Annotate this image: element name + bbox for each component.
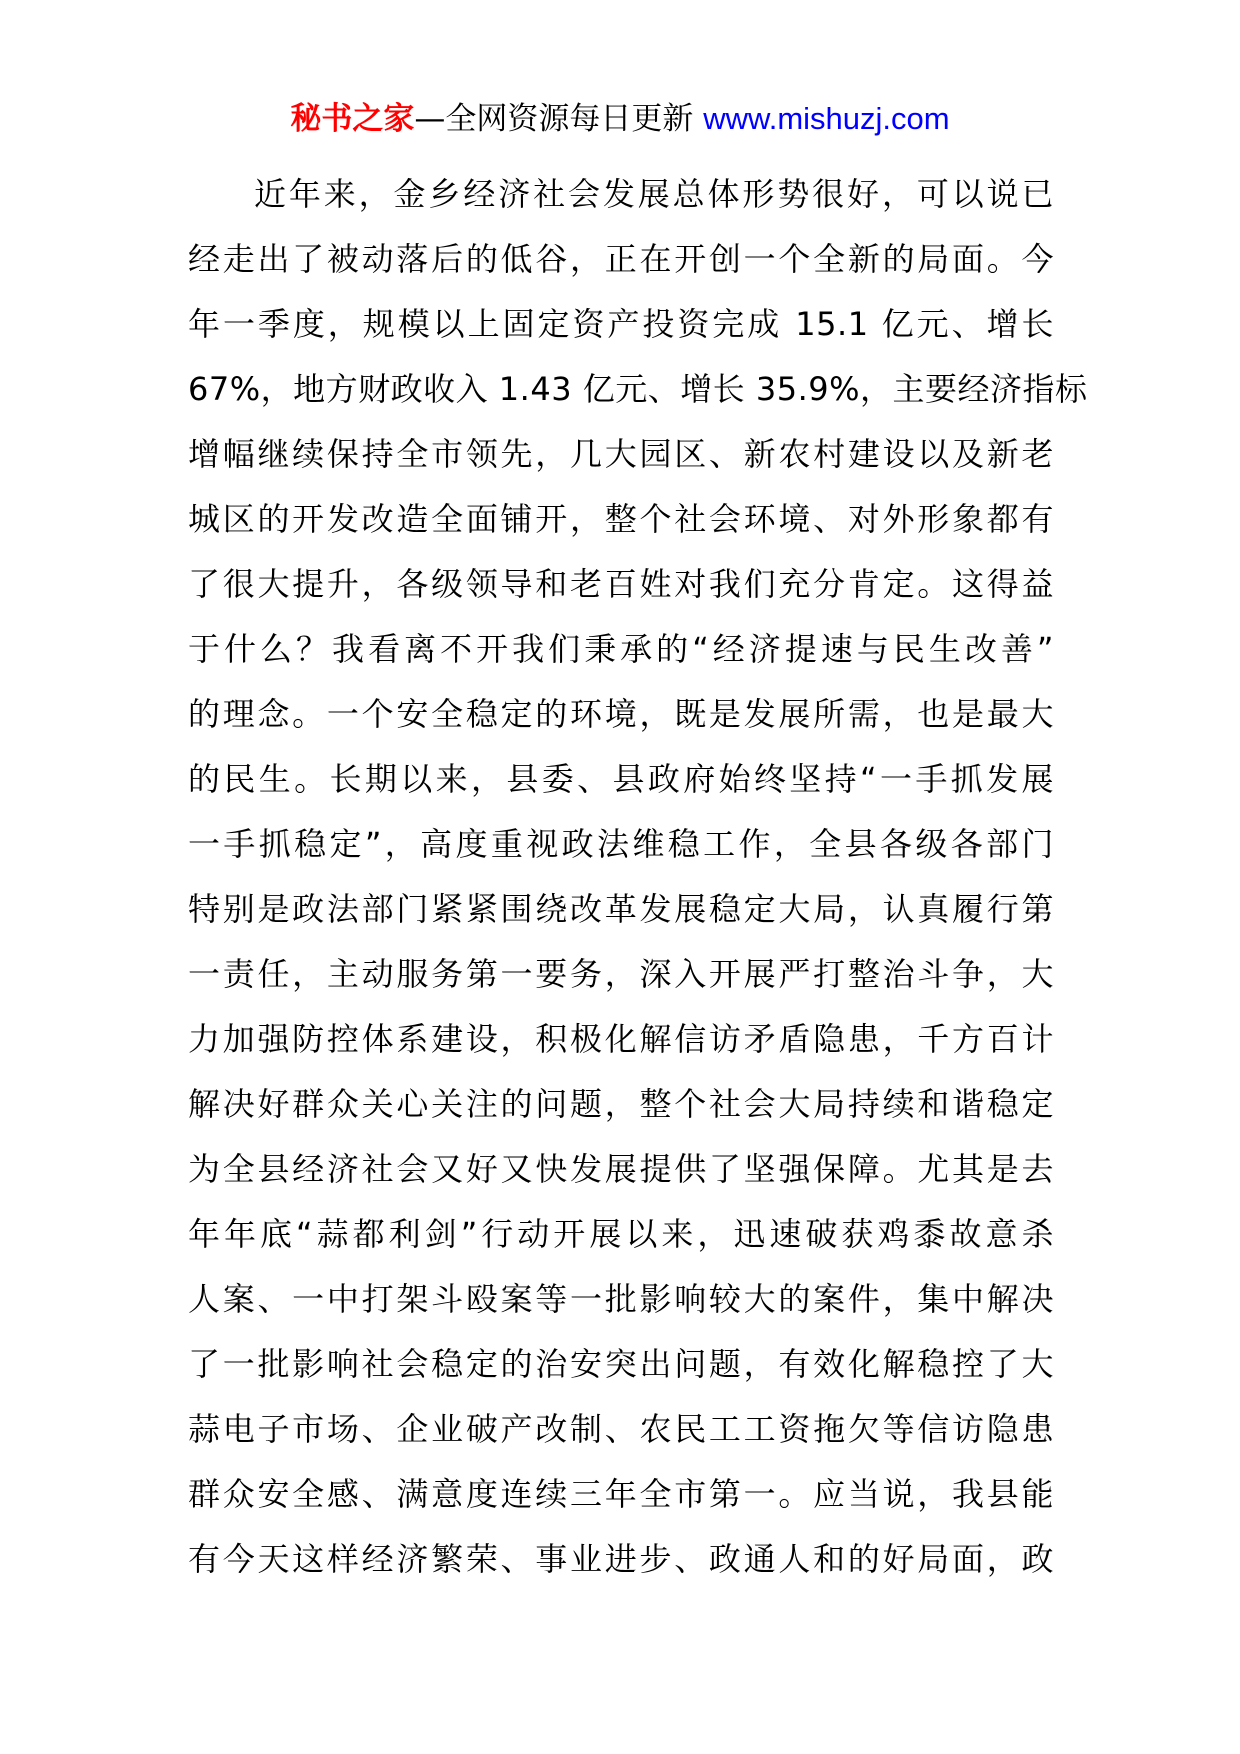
paragraph-line: 的理念。一个安全稳定的环境，既是发展所需，也是最大 [188,695,1054,733]
paragraph-line: 城区的开发改造全面铺开，整个社会环境、对外形象都有 [188,500,1054,538]
paragraph-line: 于什么？我看离不开我们秉承的“经济提速与民生改善” [188,630,1054,668]
paragraph-line: 力加强防控体系建设，积极化解信访矛盾隐患，千方百计 [188,1020,1054,1058]
paragraph-line: 增幅继续保持全市领先，几大园区、新农村建设以及新老 [188,435,1054,473]
brand-name: 秘书之家 [290,101,415,137]
site-url-link[interactable]: www.mishuzj.com [703,101,950,136]
header-tagline: —全网资源每日更新 [414,101,694,137]
paragraph-line: 经走出了被动落后的低谷，正在开创一个全新的局面。今 [188,240,1054,278]
paragraph-line: 一手抓稳定”，高度重视政法维稳工作，全县各级各部门 [188,825,1054,863]
paragraph-line: 一责任，主动服务第一要务，深入开展严打整治斗争，大 [188,955,1054,993]
paragraph-line: 蒜电子市场、企业破产改制、农民工工资拖欠等信访隐患 [188,1410,1054,1448]
paragraph-line: 年年底“蒜都利剑”行动开展以来，迅速破获鸡黍故意杀 [188,1215,1054,1253]
paragraph-line: 近年来，金乡经济社会发展总体形势很好，可以说已 [254,175,1054,213]
paragraph-line: 了很大提升，各级领导和老百姓对我们充分肯定。这得益 [188,565,1054,603]
paragraph-line: 了一批影响社会稳定的治安突出问题，有效化解稳控了大 [188,1345,1054,1383]
paragraph-line: 有今天这样经济繁荣、事业进步、政通人和的好局面，政 [188,1540,1054,1578]
paragraph-line: 解决好群众关心关注的问题，整个社会大局持续和谐稳定 [188,1085,1054,1123]
site-header [0,98,1240,140]
paragraph-line: 为全县经济社会又好又快发展提供了坚强保障。尤其是去 [188,1150,1054,1188]
paragraph-line: 特别是政法部门紧紧围绕改革发展稳定大局，认真履行第 [188,890,1054,928]
paragraph-line: 的民生。长期以来，县委、县政府始终坚持“一手抓发展 [188,760,1054,798]
document-body [188,162,1088,1592]
paragraph-line: 67%，地方财政收入 1.43 亿元、增长 35.9%，主要经济指标 [188,370,1088,408]
paragraph-line: 人案、一中打架斗殴案等一批影响较大的案件，集中解决 [188,1280,1054,1318]
paragraph-line: 年一季度，规模以上固定资产投资完成 15.1 亿元、增长 [188,305,1054,343]
paragraph-line: 群众安全感、满意度连续三年全市第一。应当说，我县能 [188,1475,1054,1513]
